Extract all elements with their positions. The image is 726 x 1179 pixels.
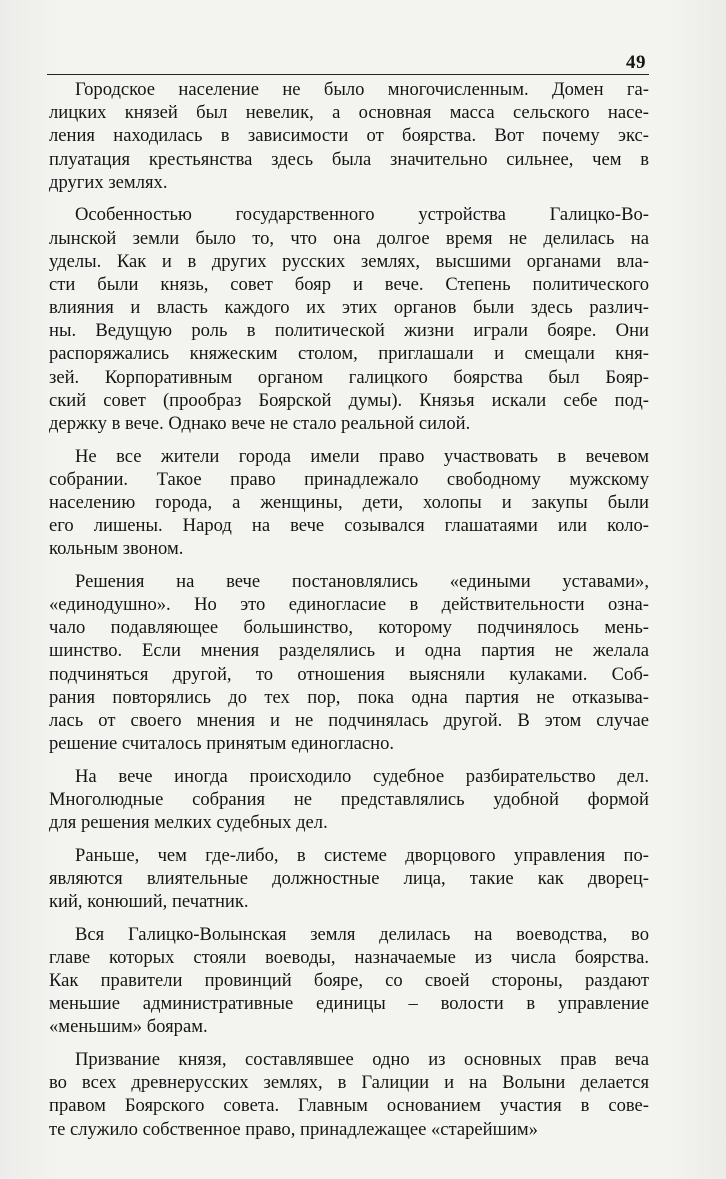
text-line: Вся Галицко-Волынская земля делилась на воеводства, во <box>75 923 649 945</box>
paragraph <box>49 844 649 914</box>
text-line: влияния и власть каждого их этих органов были здесь различ- <box>49 297 649 319</box>
text-line: подчиняться другой, то отношения выясняли кулаками. Соб- <box>49 663 649 685</box>
text-line: Раньше, чем где-либо, в системе дворцового управления по- <box>75 844 649 866</box>
text-line: лась от своего мнения и не подчинялась другой. В этом случае <box>49 710 649 732</box>
text-line: являются влиятельные должностные лица, такие как дворец- <box>49 867 649 889</box>
text-line: «единодушно». Но это единогласие в действительности озна- <box>49 594 649 616</box>
text-line: чало подавляющее большинство, которому подчинялось мень- <box>49 617 649 639</box>
text-line: плуатация крестьянства здесь была значительно сильнее, чем в <box>49 148 649 170</box>
text-line: решение считалось принятым единогласно. <box>49 733 395 755</box>
text-line: Призвание князя, составлявшее одно из основных прав веча <box>75 1049 649 1071</box>
text-line: Как правители провинций бояре, со своей стороны, раздают <box>49 970 649 992</box>
paragraph <box>49 78 649 194</box>
text-line: его лишены. Народ на вече созывался глашатаями или коло- <box>49 515 649 537</box>
text-line: Не все жители города имели право участвовать в вечевом <box>75 445 649 467</box>
text-line: кий, конюший, печатник. <box>49 891 249 913</box>
page-number: 49 <box>626 52 646 73</box>
text-line: кольным звоном. <box>49 538 184 560</box>
text-line: для решения мелких судебных дел. <box>49 812 328 834</box>
text-line: лынской земли было то, что она долгое время не делилась на <box>49 227 649 249</box>
text-line: лицких князей был невелик, а основная масса сельского насе- <box>49 102 649 124</box>
text-line: других землях. <box>49 171 168 193</box>
text-line: Многолюдные собрания не представлялись удобной формой <box>49 789 649 810</box>
text-line: ления находилась в зависимости от боярства. Вот почему экс- <box>49 125 649 147</box>
text-line: держку в вече. Однако вече не стало реальной силой. <box>49 413 471 435</box>
text-line: главе которых стояли воеводы, назначаемые из числа боярства. <box>49 946 649 968</box>
body-text <box>49 78 649 1150</box>
text-line: шинство. Если мнения разделялись и одна партия не желала <box>49 640 649 662</box>
paragraph <box>49 445 649 561</box>
text-line: ский совет (прообраз Боярской думы). Князья искали себе под- <box>49 389 649 411</box>
text-line: те служило собственное право, принадлежащее «старейшим» <box>49 1118 538 1140</box>
text-line: сти были князь, совет бояр и вече. Степень политического <box>49 273 649 295</box>
text-line: правом Боярского совета. Главным основанием участия в сове- <box>49 1095 649 1117</box>
paragraph <box>49 203 649 435</box>
text-line: ны. Ведущую роль в политической жизни играли бояре. Они <box>49 320 649 342</box>
header-rule <box>47 74 649 75</box>
text-line: зей. Корпоративным органом галицкого боярства был Бояр- <box>49 366 649 388</box>
text-line: уделы. Как и в других русских землях, высшими органами вла- <box>49 250 649 272</box>
text-line: населению города, а женщины, дети, холопы и закупы были <box>49 491 649 513</box>
text-line: «меньшим» боярам. <box>49 1016 208 1038</box>
text-line: во всех древнерусских землях, в Галиции и на Волыни делается <box>49 1072 649 1094</box>
paragraph <box>49 923 649 1039</box>
paragraph <box>49 570 649 756</box>
text-line: рания повторялись до тех пор, пока одна партия не отказыва- <box>49 686 649 708</box>
text-line: Городское население не было многочисленным. Домен га- <box>75 79 649 100</box>
text-line: меньшие административные единицы – волости в управление <box>49 993 649 1015</box>
text-line: Особенностью государственного устройства Галицко-Во- <box>75 204 649 226</box>
paragraph <box>49 765 649 835</box>
text-line: собрании. Такое право принадлежало свободному мужскому <box>49 468 649 490</box>
text-line: распоряжались княжеским столом, приглашали и смещали кня- <box>49 343 649 365</box>
paragraph <box>49 1048 649 1141</box>
text-line: На вече иногда происходило судебное разбирательство дел. <box>75 765 649 787</box>
text-line: Решения на вече постановлялись «едиными уставами», <box>75 570 649 592</box>
